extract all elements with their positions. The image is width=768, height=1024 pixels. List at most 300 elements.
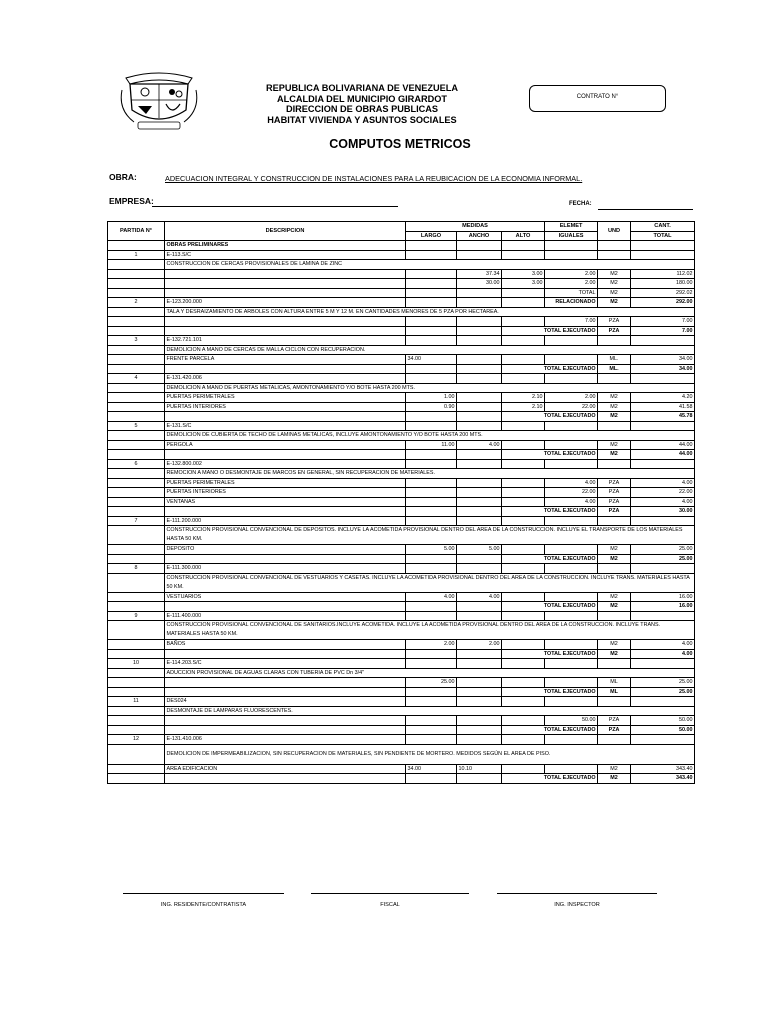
partida-cell <box>108 478 165 488</box>
elemet-cell: 4.00 <box>545 478 598 488</box>
und-cell: M2 <box>598 764 631 774</box>
partida-cell: 12 <box>108 735 165 745</box>
alto-cell <box>502 545 545 555</box>
description-cell <box>165 317 406 327</box>
total-ejecutado-label: TOTAL EJECUTADO <box>502 554 598 564</box>
elemet-cell <box>545 735 598 745</box>
total-ejecutado-label: TOTAL EJECUTADO <box>502 649 598 659</box>
table-row <box>108 241 695 251</box>
table-row <box>108 564 695 574</box>
table-row <box>108 364 695 374</box>
und-cell: ML <box>598 678 631 688</box>
und-cell: ML. <box>598 355 631 365</box>
largo-cell: 34.00 <box>406 764 457 774</box>
und-cell: M2 <box>598 440 631 450</box>
elemet-cell <box>545 440 598 450</box>
elemet-cell: 7.00 <box>545 317 598 327</box>
alto-cell <box>502 678 545 688</box>
ancho-cell <box>457 488 502 498</box>
und-cell <box>598 241 631 251</box>
und-cell: M2 <box>598 545 631 555</box>
fecha-line <box>598 209 693 210</box>
description-cell <box>165 507 406 517</box>
col-partida: PARTIDA N° <box>108 222 165 241</box>
alto-cell <box>502 564 545 574</box>
description-cell: CONSTRUCCION DE CERCAS PROVISIONALES DE LAMINA DE ZINC <box>165 260 695 270</box>
ancho-cell <box>457 478 502 488</box>
table-row <box>108 592 695 602</box>
alto-cell <box>502 288 545 298</box>
alto-cell: 3.00 <box>502 279 545 289</box>
description-cell: DES024 <box>165 697 406 707</box>
table-row <box>108 554 695 564</box>
alto-cell <box>502 250 545 260</box>
total-ejecutado-label: TOTAL EJECUTADO <box>502 412 598 422</box>
header-line-1: REPUBLICA BOLIVARIANA DE VENEZUELA <box>265 83 459 93</box>
table-row <box>108 706 695 716</box>
description-cell: ADUCCION PROVISIONAL DE AGUAS CLARAS CON TUBERIA DE PVC Dn 3/4" <box>165 668 695 678</box>
alto-cell <box>502 516 545 526</box>
largo-cell <box>406 659 457 669</box>
col-und: UND <box>598 222 631 241</box>
total-ejecutado-label: TOTAL EJECUTADO <box>502 725 598 735</box>
description-cell <box>165 687 406 697</box>
partida-cell <box>108 364 165 374</box>
partida-cell <box>108 402 165 412</box>
largo-cell <box>406 450 457 460</box>
description-cell: BAÑOS <box>165 640 406 650</box>
partida-cell <box>108 764 165 774</box>
description-cell: E-111.400.000 <box>165 611 406 621</box>
largo-cell: 1.00 <box>406 393 457 403</box>
col-descripcion: DESCRIPCION <box>165 222 406 241</box>
total-cell: 7.00 <box>631 317 695 327</box>
alto-cell <box>502 497 545 507</box>
elemet-cell <box>545 250 598 260</box>
total-cell: 44.00 <box>631 450 695 460</box>
partida-cell <box>108 412 165 422</box>
und-cell: M2 <box>598 279 631 289</box>
alto-cell: 2.10 <box>502 393 545 403</box>
total-cell: 34.00 <box>631 364 695 374</box>
alto-cell <box>502 241 545 251</box>
ancho-cell <box>457 374 502 384</box>
partida-cell <box>108 269 165 279</box>
alto-cell <box>502 735 545 745</box>
alto-cell <box>502 298 545 308</box>
partida-cell: 8 <box>108 564 165 574</box>
description-cell: REMOCION A MANO O DESMONTAJE DE MARCOS EN GENERAL, SIN RECUPERACION DE MATERIALES. <box>165 469 695 479</box>
total-cell: 50.00 <box>631 725 695 735</box>
table-row <box>108 744 695 764</box>
partida-cell <box>108 573 165 592</box>
elemet-cell <box>545 611 598 621</box>
description-cell <box>165 725 406 735</box>
und-cell: M2 <box>598 393 631 403</box>
table-row <box>108 516 695 526</box>
table-row <box>108 260 695 270</box>
description-cell: PUERTAS INTERIORES <box>165 488 406 498</box>
partida-cell: 10 <box>108 659 165 669</box>
description-cell <box>165 450 406 460</box>
description-cell: CONSTRUCCION PROVISIONAL CONVENCIONAL DE DEPOSITOS. INCLUYE LA ACOMETIDA PROVISIONAL DENTRO DEL AREA DE LA CONSTRUCCION. INCLUYE EL TRANSPORTE DE LOS MATERIALES HASTA 50 KM. <box>165 526 695 545</box>
partida-cell: 11 <box>108 697 165 707</box>
description-cell: TALA Y DESRAIZAMIENTO DE ARBOLES CON ALTURA ENTRE 5 M Y 12 M. EN CANTIDADES MENORES DE 5 PZA POR HECTAREA. <box>165 307 695 317</box>
total-cell: 50.00 <box>631 716 695 726</box>
alto-cell <box>502 317 545 327</box>
total-ejecutado-label: TOTAL EJECUTADO <box>502 450 598 460</box>
alto-cell <box>502 592 545 602</box>
table-row <box>108 412 695 422</box>
total-cell: 30.00 <box>631 507 695 517</box>
empresa-line <box>152 206 398 207</box>
und-cell: PZA <box>598 725 631 735</box>
description-cell: PUERTAS PERIMETRALES <box>165 478 406 488</box>
elemet-cell <box>545 516 598 526</box>
total-cell: 180.00 <box>631 279 695 289</box>
table-row <box>108 545 695 555</box>
partida-cell <box>108 345 165 355</box>
description-cell: E-131.S/C <box>165 421 406 431</box>
total-cell: 34.00 <box>631 355 695 365</box>
und-cell: M2 <box>598 649 631 659</box>
total-ejecutado-label: TOTAL EJECUTADO <box>502 774 598 784</box>
partida-cell: 5 <box>108 421 165 431</box>
ancho-cell <box>457 326 502 336</box>
table-row <box>108 393 695 403</box>
document-title: COMPUTOS METRICOS <box>329 137 471 151</box>
municipality-coat-of-arms-logo <box>116 70 202 132</box>
fecha-label: FECHA: <box>569 201 592 207</box>
description-cell: DEMOLICION DE IMPERMEABILIZACION, SIN RECUPERACION DE MATERIALES, SIN PENDIENTE DE MORTERO. MEDIDOS SEGÚN EL AREA DE PISO. <box>165 744 695 764</box>
description-cell <box>165 774 406 784</box>
table-row <box>108 621 695 640</box>
table-row <box>108 497 695 507</box>
description-cell: E-123.200.000 <box>165 298 406 308</box>
alto-cell <box>502 459 545 469</box>
table-row <box>108 421 695 431</box>
largo-cell <box>406 716 457 726</box>
total-ejecutado-label: TOTAL EJECUTADO <box>502 364 598 374</box>
ancho-cell: 4.00 <box>457 440 502 450</box>
largo-cell <box>406 497 457 507</box>
description-cell <box>165 649 406 659</box>
description-cell: FRENTE PARCELA <box>165 355 406 365</box>
alto-cell <box>502 659 545 669</box>
partida-cell <box>108 326 165 336</box>
ancho-cell <box>457 402 502 412</box>
elemet-cell <box>545 241 598 251</box>
col-elemet: ELEMET <box>545 222 598 232</box>
ancho-cell <box>457 298 502 308</box>
description-cell: E-131.410.006 <box>165 735 406 745</box>
description-cell: CONSTRUCCION PROVISIONAL CONVENCIONAL DE VESTUARIOS Y CASETAS. INCLUYE LA ACOMETIDA PROVISIONAL DENTRO DEL AREA DE LA CONSTRUCCION. INCLUYE TRANS. MATERIALES HASTA 50 KM. <box>165 573 695 592</box>
partida-cell <box>108 744 165 764</box>
partida-cell <box>108 488 165 498</box>
table-row <box>108 668 695 678</box>
und-cell: M2 <box>598 412 631 422</box>
total-cell <box>631 241 695 251</box>
largo-cell <box>406 478 457 488</box>
largo-cell: 4.00 <box>406 592 457 602</box>
description-cell <box>165 678 406 688</box>
und-cell <box>598 516 631 526</box>
partida-cell: 7 <box>108 516 165 526</box>
alto-cell <box>502 374 545 384</box>
total-cell: 4.00 <box>631 478 695 488</box>
partida-cell <box>108 440 165 450</box>
ancho-cell <box>457 725 502 735</box>
description-cell <box>165 364 406 374</box>
table-row <box>108 345 695 355</box>
table-row <box>108 402 695 412</box>
col-ancho: ANCHO <box>457 231 502 241</box>
total-cell: 292.02 <box>631 288 695 298</box>
description-cell: E-111.200.000 <box>165 516 406 526</box>
description-cell: E-114.203.S/C <box>165 659 406 669</box>
description-cell: VESTUARIOS <box>165 592 406 602</box>
institution-header <box>200 83 524 125</box>
total-cell: 4.20 <box>631 393 695 403</box>
ancho-cell <box>457 317 502 327</box>
total-cell <box>631 459 695 469</box>
partida-cell <box>108 279 165 289</box>
col-total: TOTAL <box>631 231 695 241</box>
total-cell <box>631 697 695 707</box>
partida-cell <box>108 469 165 479</box>
ancho-cell <box>457 459 502 469</box>
ancho-cell: 5.00 <box>457 545 502 555</box>
alto-cell <box>502 697 545 707</box>
elemet-cell: 2.00 <box>545 393 598 403</box>
alto-cell <box>502 488 545 498</box>
total-cell: 343.40 <box>631 774 695 784</box>
largo-cell <box>406 725 457 735</box>
description-cell: E-132.800.002 <box>165 459 406 469</box>
total-cell <box>631 611 695 621</box>
partida-cell <box>108 621 165 640</box>
und-cell: M2 <box>598 592 631 602</box>
ancho-cell <box>457 241 502 251</box>
partida-cell <box>108 649 165 659</box>
ancho-cell <box>457 393 502 403</box>
total-cell: 4.00 <box>631 649 695 659</box>
partida-cell <box>108 355 165 365</box>
alto-cell <box>502 640 545 650</box>
table-row <box>108 774 695 784</box>
largo-cell <box>406 250 457 260</box>
elemet-cell: 22.00 <box>545 402 598 412</box>
elemet-cell: 22.00 <box>545 488 598 498</box>
partida-cell <box>108 260 165 270</box>
und-cell <box>598 374 631 384</box>
col-medidas: MEDIDAS <box>406 222 545 232</box>
und-cell: PZA <box>598 497 631 507</box>
total-cell: 25.00 <box>631 678 695 688</box>
ancho-cell <box>457 564 502 574</box>
description-cell <box>165 554 406 564</box>
table-row <box>108 469 695 479</box>
largo-cell: 34.00 <box>406 355 457 365</box>
alto-cell <box>502 440 545 450</box>
partida-cell <box>108 678 165 688</box>
elemet-cell <box>545 545 598 555</box>
description-cell <box>165 269 406 279</box>
table-row <box>108 326 695 336</box>
description-cell <box>165 279 406 289</box>
largo-cell <box>406 488 457 498</box>
description-cell: E-111.300.000 <box>165 564 406 574</box>
largo-cell <box>406 507 457 517</box>
partida-cell <box>108 317 165 327</box>
largo-cell <box>406 564 457 574</box>
ancho-cell <box>457 687 502 697</box>
table-row <box>108 355 695 365</box>
col-cant: CANT. <box>631 222 695 232</box>
ancho-cell <box>457 678 502 688</box>
description-cell: OBRAS PRELIMINARES <box>165 241 406 251</box>
description-cell: VENTANAS <box>165 497 406 507</box>
description-cell: DEPOSITO <box>165 545 406 555</box>
partida-cell <box>108 526 165 545</box>
alto-cell <box>502 716 545 726</box>
elemet-cell: 2.00 <box>545 269 598 279</box>
ancho-cell <box>457 288 502 298</box>
ancho-cell <box>457 516 502 526</box>
total-ejecutado-label: TOTAL EJECUTADO <box>502 687 598 697</box>
table-row <box>108 317 695 327</box>
largo-cell <box>406 774 457 784</box>
ancho-cell <box>457 554 502 564</box>
total-cell: 16.00 <box>631 592 695 602</box>
signature-label-residente: ING. RESIDENTE/CONTRATISTA <box>160 902 247 908</box>
ancho-cell: 2.00 <box>457 640 502 650</box>
elemet-cell <box>545 640 598 650</box>
largo-cell <box>406 516 457 526</box>
total-cell <box>631 735 695 745</box>
largo-cell <box>406 412 457 422</box>
und-cell: PZA <box>598 478 631 488</box>
und-cell: PZA <box>598 507 631 517</box>
und-cell: PZA <box>598 716 631 726</box>
largo-cell <box>406 269 457 279</box>
table-row <box>108 279 695 289</box>
partida-cell <box>108 554 165 564</box>
und-cell: PZA <box>598 488 631 498</box>
ancho-cell: 4.00 <box>457 592 502 602</box>
table-row <box>108 440 695 450</box>
table-row <box>108 735 695 745</box>
ancho-cell <box>457 697 502 707</box>
table-row <box>108 250 695 260</box>
elemet-cell <box>545 697 598 707</box>
largo-cell <box>406 241 457 251</box>
partida-cell <box>108 450 165 460</box>
largo-cell <box>406 374 457 384</box>
partida-cell: 9 <box>108 611 165 621</box>
elemet-cell <box>545 355 598 365</box>
signature-line-inspector <box>497 893 657 894</box>
partida-cell <box>108 307 165 317</box>
partida-cell <box>108 507 165 517</box>
total-cell: 7.00 <box>631 326 695 336</box>
partida-cell: 2 <box>108 298 165 308</box>
partida-cell <box>108 668 165 678</box>
largo-cell <box>406 649 457 659</box>
alto-cell <box>502 355 545 365</box>
description-cell <box>165 326 406 336</box>
description-cell: PERGOLA <box>165 440 406 450</box>
table-row <box>108 611 695 621</box>
description-cell: DEMOLICION A MANO DE CERCAS DE MALLA CICLON CON RECUPERACION. <box>165 345 695 355</box>
table-row <box>108 602 695 612</box>
contrato-box: CONTRATO N° <box>529 85 666 112</box>
description-cell: PUERTAS PERIMETRALES <box>165 393 406 403</box>
elemet-cell <box>545 592 598 602</box>
und-cell: M2 <box>598 402 631 412</box>
signature-label-inspector: ING. INSPECTOR <box>554 902 600 908</box>
description-cell: DESMONTAJE DE LAMPARAS FLUORESCENTES. <box>165 706 695 716</box>
largo-cell <box>406 298 457 308</box>
description-cell: CONSTRUCCION PROVISIONAL CONVENCIONAL DE SANITARIOS.INCLUYE ACOMETIDA. INCLUYE LA ACOMETIDA PROVISIONAL DENTRO DEL AREA DE LA CONSTRUCCION. INCLUYE TRANS. MATERIALES HASTA 50 KM. <box>165 621 695 640</box>
table-body <box>108 241 695 784</box>
und-cell: M2 <box>598 554 631 564</box>
largo-cell <box>406 336 457 346</box>
ancho-cell <box>457 774 502 784</box>
und-cell: PZA <box>598 326 631 336</box>
partida-cell <box>108 592 165 602</box>
elemet-cell <box>545 374 598 384</box>
description-cell: DEMOLICION A MANO DE PUERTAS METALICAS, AMONTONAMIENTO Y/O BOTE HASTA 200 MTS. <box>165 383 695 393</box>
partida-cell <box>108 383 165 393</box>
und-cell <box>598 564 631 574</box>
header-line-4: HABITAT VIVIENDA Y ASUNTOS SOCIALES <box>267 114 457 125</box>
table-row <box>108 659 695 669</box>
total-ejecutado-label: TOTAL EJECUTADO <box>502 326 598 336</box>
description-cell: DEMOLICION DE CUBIERTA DE TECHO DE LAMINAS METALICAS, INCLUYE AMONTONAMIENTO Y/O BOTE HASTA 200 MTS. <box>165 431 695 441</box>
ancho-cell <box>457 507 502 517</box>
largo-cell <box>406 279 457 289</box>
elemet-cell: 4.00 <box>545 497 598 507</box>
total-cell: 4.00 <box>631 640 695 650</box>
alto-cell <box>502 764 545 774</box>
ancho-cell <box>457 336 502 346</box>
table-row <box>108 678 695 688</box>
table-row <box>108 526 695 545</box>
und-cell: ML. <box>598 364 631 374</box>
description-cell: E-131.420.006 <box>165 374 406 384</box>
signature-line-residente <box>123 893 284 894</box>
partida-cell <box>108 431 165 441</box>
ancho-cell <box>457 421 502 431</box>
total-cell <box>631 374 695 384</box>
alto-cell <box>502 478 545 488</box>
total-cell: 16.00 <box>631 602 695 612</box>
und-cell <box>598 659 631 669</box>
table-row <box>108 431 695 441</box>
signature-label-fiscal: FISCAL <box>380 902 400 908</box>
total-cell: 22.00 <box>631 488 695 498</box>
largo-cell: 2.00 <box>406 640 457 650</box>
largo-cell <box>406 735 457 745</box>
ancho-cell <box>457 497 502 507</box>
col-iguales: IGUALES <box>545 231 598 241</box>
alto-cell: 2.10 <box>502 402 545 412</box>
signature-line-fiscal <box>311 893 469 894</box>
table-row <box>108 307 695 317</box>
partida-cell <box>108 602 165 612</box>
und-cell <box>598 611 631 621</box>
